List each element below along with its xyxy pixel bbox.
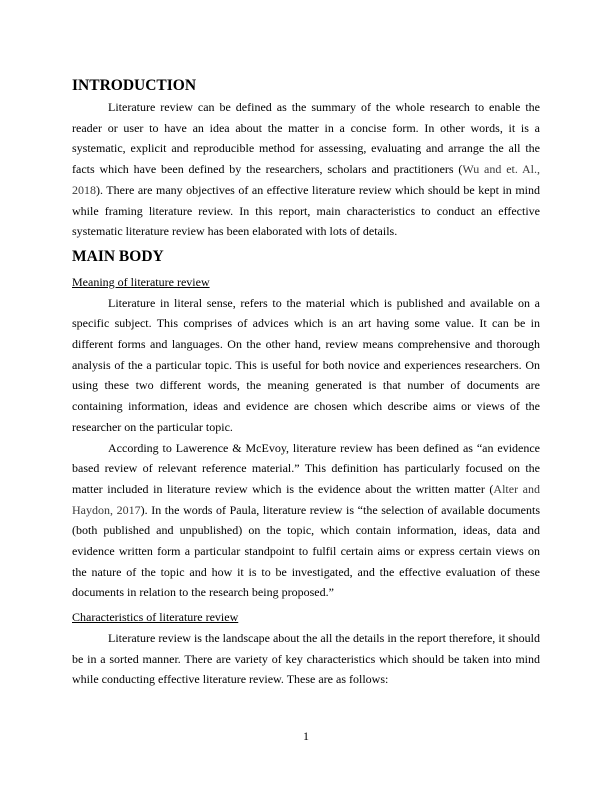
citation-wu-2018: Wu and et. Al., 2018	[72, 162, 541, 197]
page-content	[72, 75, 540, 690]
introduction-text-2: ). There are many objectives of an effective literature review which should be kept in mind while framing literature review. In this report, main characteristics to conduct an effective systematic literature review has been elaborated with lots of details.	[72, 182, 540, 239]
introduction-heading: INTRODUCTION	[72, 77, 197, 94]
citation-alter-haydon-2017: Alter and Haydon, 2017	[72, 481, 540, 517]
meaning-paragraph-2	[72, 438, 540, 604]
characteristics-subheading: Characteristics of literature review	[72, 610, 239, 625]
meaning-paragraph-2-text-2: ). In the words of Paula, literature review is “the selection of available documents (both published and unpublished) on the topic, which contain information, ideas, data and evidence written form a particular standpoint to fulfil certain aims or express certain views on the nature of the topic and how it is to be investigated, and the effective evaluation of these documents in relation to the research being proposed.”	[72, 502, 541, 600]
meaning-paragraph-1: Literature in literal sense, refers to the material which is published and available on a specific subject. This comprises of advices which is an art having some value. It can be in different forms and languages. On the other hand, review means comprehensive and thorough analysis of the a particular topic. This is useful for both novice and experiences researchers. On using these two different words, the meaning generated is that number of documents are containing information, ideas and evidence are chosen which describe aims or views of the researcher on the particular topic.	[72, 295, 540, 434]
meaning-paragraph-2-text-1: According to Lawerence & McEvoy, literature review has been defined as “an evidence based review of relevant reference material.” This definition has particularly focused on the matter included in literature review which is the evidence about the written matter (	[72, 440, 540, 496]
introduction-paragraph	[72, 97, 540, 242]
meaning-subheading: Meaning of literature review	[72, 274, 210, 289]
main-body-heading: MAIN BODY	[72, 247, 164, 265]
characteristics-paragraph-1: Literature review is the landscape about the all the details in the report therefore, it should be in a sorted manner. There are variety of key characteristics which should be taken into mind while conducting effective literature review. These are as follows:	[72, 630, 540, 687]
introduction-text-1: Literature review can be defined as the summary of the whole research to enable the reader or user to have an idea about the matter in a concise form. In other words, it is a systematic, explicit and reproducible method for assessing, evaluating and arrange the all the facts which have been defined by the researchers, scholars and practitioners (	[72, 100, 540, 177]
page-number: 1	[303, 729, 309, 743]
